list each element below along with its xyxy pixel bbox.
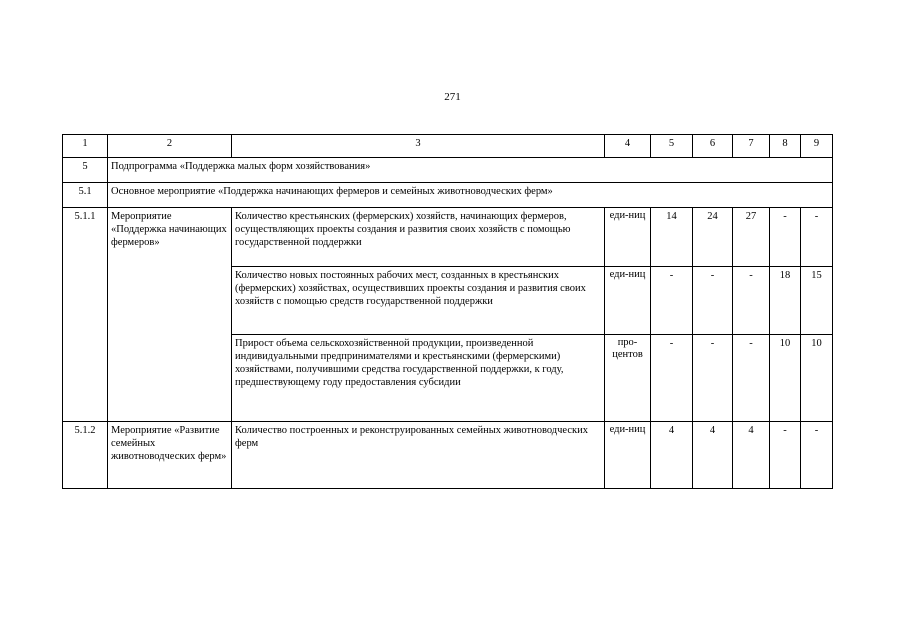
header-cell-7: 7	[733, 135, 770, 158]
header-cell-5: 5	[651, 135, 693, 158]
header-cell-8: 8	[770, 135, 801, 158]
indicator-unit: еди-ниц	[605, 208, 651, 267]
main-event-title: Основное мероприятие «Поддержка начинающих фермеров и семейных животноводческих ферм»	[108, 183, 833, 208]
event-code: 5.1.1	[63, 208, 108, 422]
header-cell-2: 2	[108, 135, 232, 158]
value-cell: -	[693, 335, 733, 422]
header-cell-3: 3	[232, 135, 605, 158]
indicator-unit: еди-ниц	[605, 422, 651, 489]
event-name: Мероприятие «Развитие семейных животноводческих ферм»	[108, 422, 232, 489]
indicator-unit: про-центов	[605, 335, 651, 422]
table-row	[63, 208, 833, 267]
header-cell-6: 6	[693, 135, 733, 158]
subprogram-title: Подпрограмма «Поддержка малых форм хозяйствования»	[108, 158, 833, 183]
value-cell: 10	[801, 335, 833, 422]
value-cell: -	[801, 208, 833, 267]
main-event-row	[63, 183, 833, 208]
value-cell: -	[733, 335, 770, 422]
event-name: Мероприятие «Поддержка начинающих фермеров»	[108, 208, 232, 422]
value-cell: -	[651, 335, 693, 422]
event-code: 5.1.2	[63, 422, 108, 489]
value-cell: 14	[651, 208, 693, 267]
value-cell: 24	[693, 208, 733, 267]
value-cell: 4	[651, 422, 693, 489]
value-cell: 10	[770, 335, 801, 422]
indicator-text: Количество новых постоянных рабочих мест, созданных в крестьянских (фермерских) хозяйствах, осуществивших проекты создания и развития своих хозяйств с помощью средств государственной поддержки	[232, 267, 605, 335]
value-cell: 18	[770, 267, 801, 335]
value-cell: -	[801, 422, 833, 489]
header-cell-1: 1	[63, 135, 108, 158]
value-cell: -	[693, 267, 733, 335]
indicators-table	[62, 134, 833, 489]
table-row	[63, 422, 833, 489]
indicator-text: Прирост объема сельскохозяйственной продукции, произведенной индивидуальными предпринимателями и крестьянскими (фермерскими) хозяйствами, получившими средства государственной поддержки, к году, предшествующему году предоставления субсидии	[232, 335, 605, 422]
value-cell: 15	[801, 267, 833, 335]
header-row	[63, 135, 833, 158]
value-cell: -	[651, 267, 693, 335]
page-number: 271	[444, 91, 461, 103]
header-cell-4: 4	[605, 135, 651, 158]
value-cell: 4	[693, 422, 733, 489]
header-cell-9: 9	[801, 135, 833, 158]
value-cell: 27	[733, 208, 770, 267]
subprogram-row	[63, 158, 833, 183]
subprogram-code: 5	[63, 158, 108, 183]
indicator-text: Количество построенных и реконструированных семейных животноводческих ферм	[232, 422, 605, 489]
main-event-code: 5.1	[63, 183, 108, 208]
value-cell: -	[733, 267, 770, 335]
indicator-unit: еди-ниц	[605, 267, 651, 335]
value-cell: -	[770, 422, 801, 489]
value-cell: 4	[733, 422, 770, 489]
indicator-text: Количество крестьянских (фермерских) хозяйств, начинающих фермеров, осуществляющих проекты создания и развития своих хозяйств с помощью государственной поддержки	[232, 208, 605, 267]
value-cell: -	[770, 208, 801, 267]
